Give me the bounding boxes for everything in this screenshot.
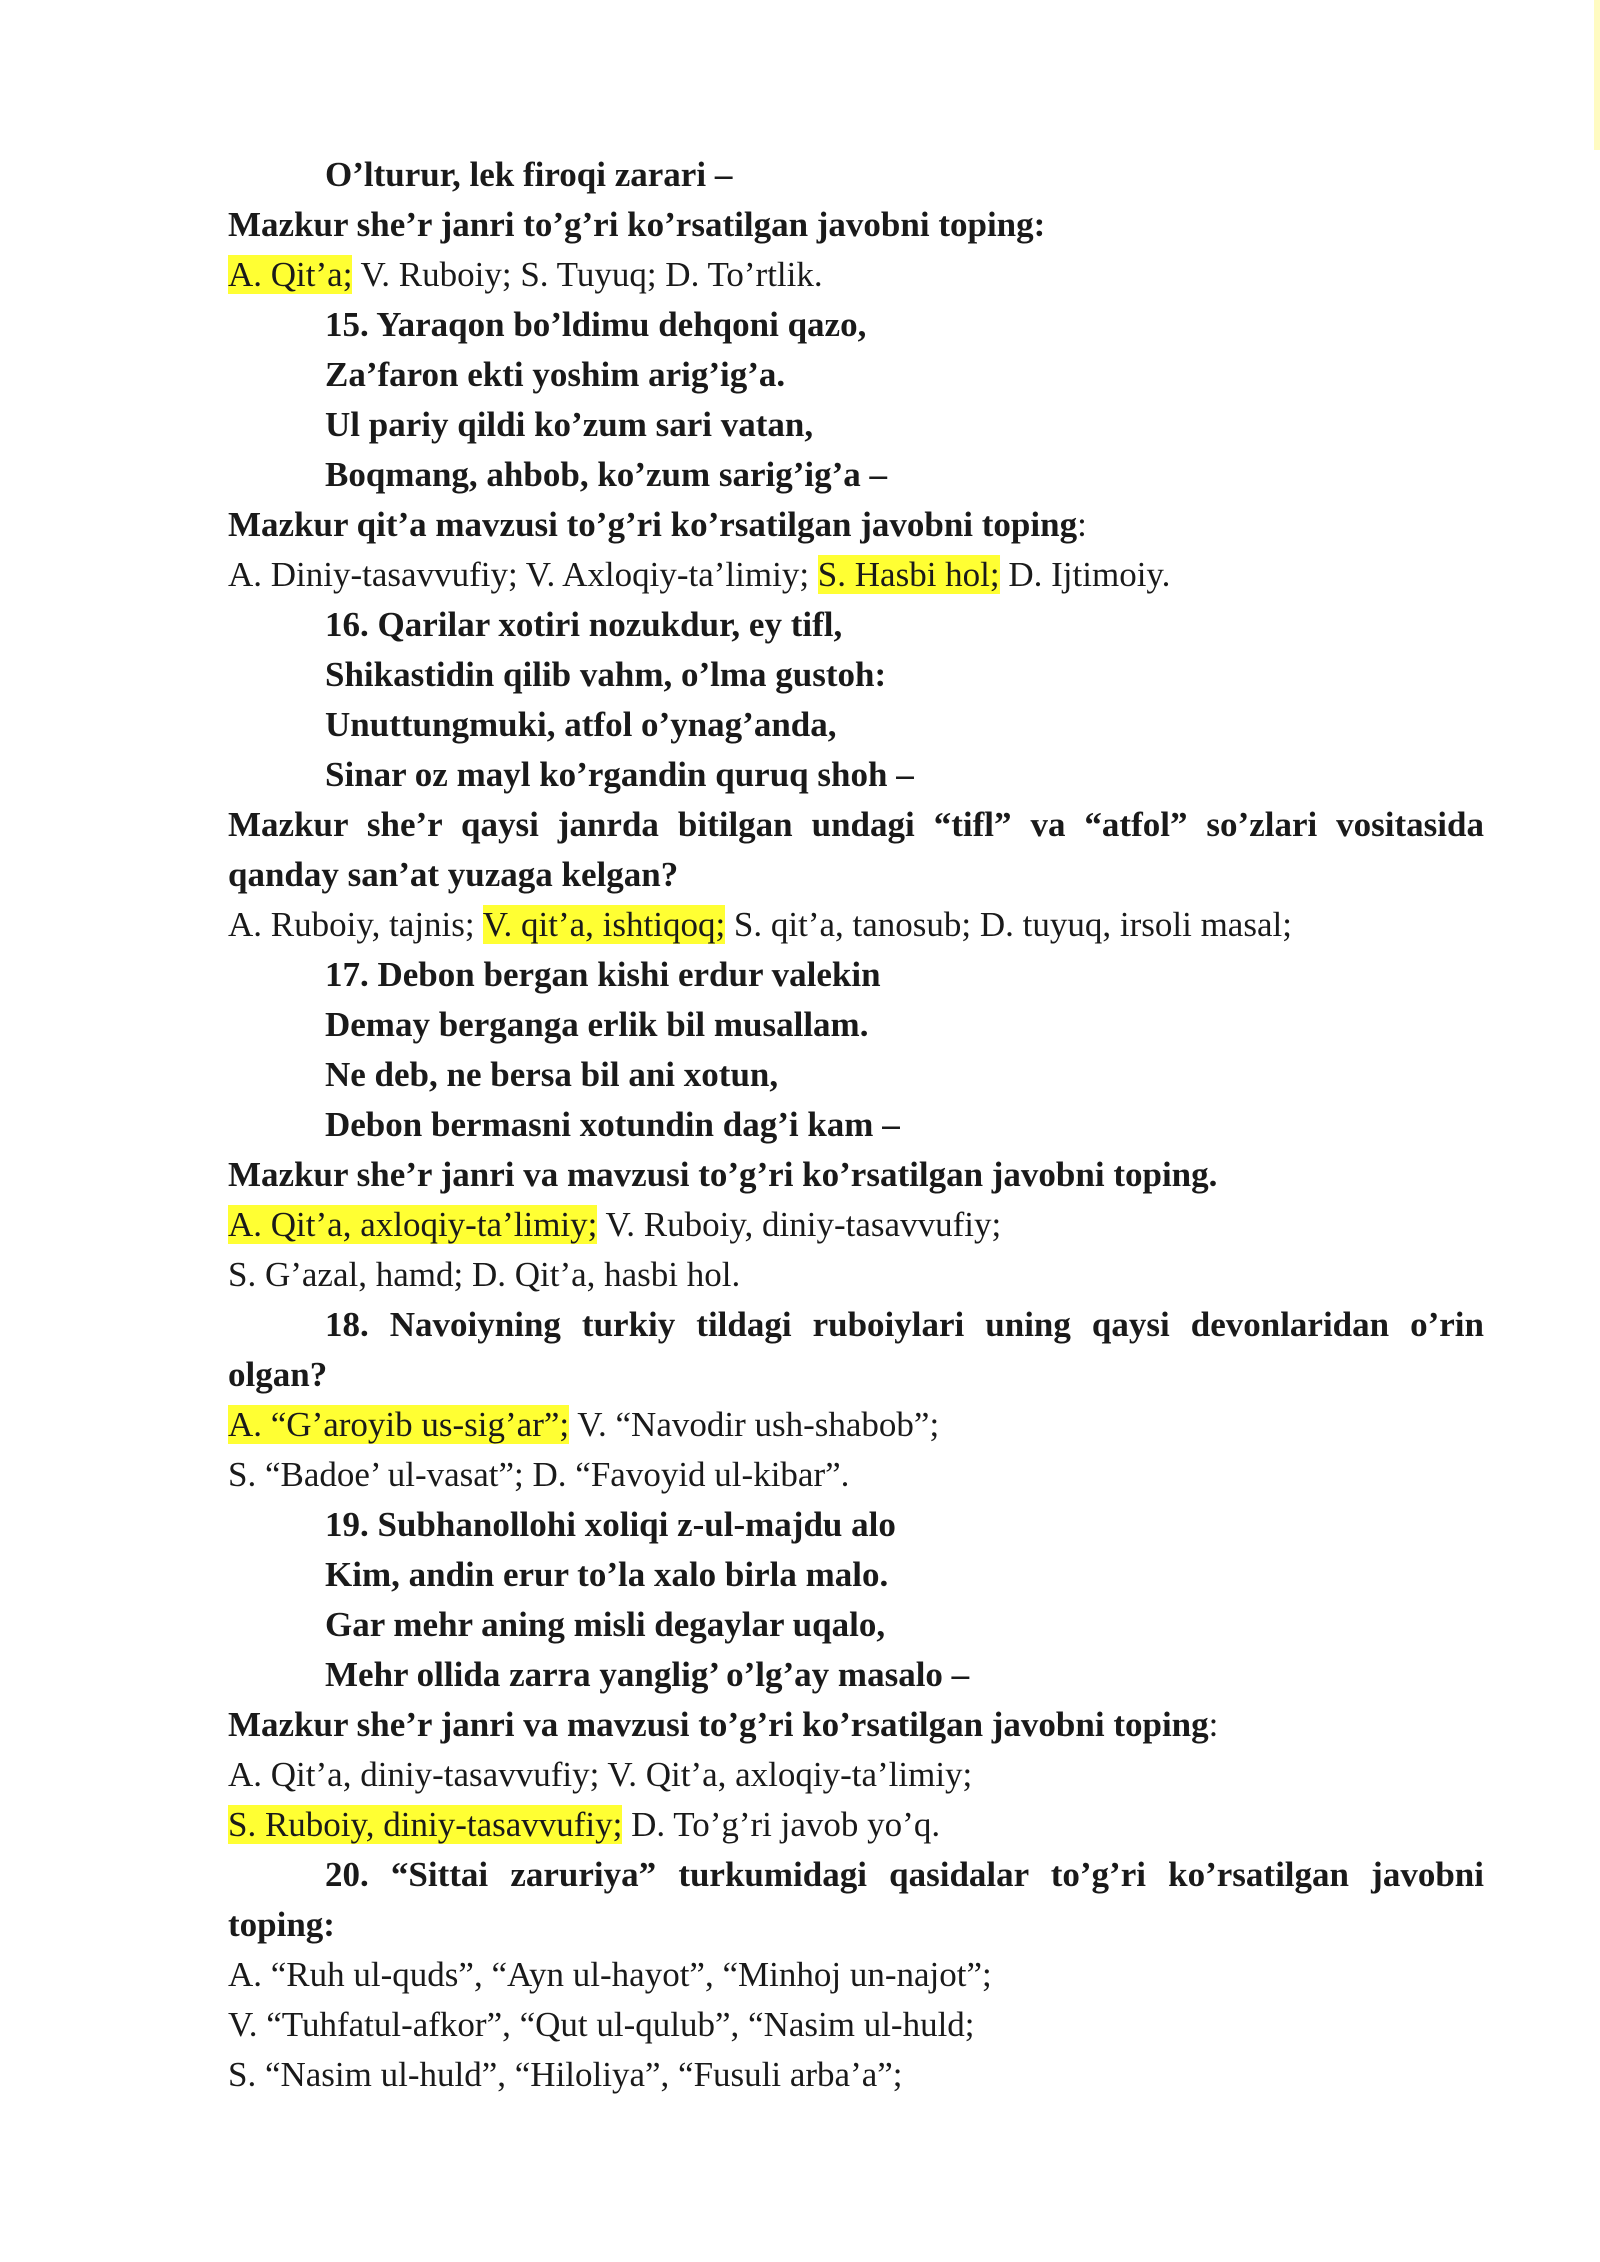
text-line: [228, 200, 1484, 250]
text-run: Unuttungmuki, atfol o’ynag’anda,: [325, 705, 837, 744]
text-line: [228, 650, 1484, 700]
text-run: Mazkur she’r janri to’g’ri ko’rsatilgan javobni toping:: [228, 205, 1046, 244]
text-run: Mazkur qit’a mavzusi to’g’ri ko’rsatilgan javobni toping: [228, 505, 1078, 544]
text-run: V. “Tuhfatul-afkor”, “Qut ul-qulub”, “Nasim ul-huld;: [228, 2005, 975, 2044]
text-line: [228, 1000, 1484, 1050]
text-line: [228, 150, 1484, 200]
text-line: [228, 1250, 1484, 1300]
text-line: [228, 550, 1484, 600]
text-line: [228, 250, 1484, 300]
text-line: [228, 1850, 1484, 1900]
document-page: [228, 150, 1484, 2100]
text-run: 17. Debon bergan kishi erdur valekin: [325, 955, 881, 994]
highlighted-answer: S. Hasbi hol;: [817, 555, 1000, 594]
text-run: V. “Navodir ush-shabob”;: [569, 1405, 940, 1444]
text-line: [228, 1950, 1484, 2000]
text-run: S. “Nasim ul-huld”, “Hiloliya”, “Fusuli arba’a”;: [228, 2055, 903, 2094]
text-run: Ul pariy qildi ko’zum sari vatan,: [325, 405, 814, 444]
text-line: [228, 800, 1484, 850]
text-run: Demay berganga erlik bil musallam.: [325, 1005, 869, 1044]
highlighted-answer: S. Ruboiy, diniy-tasavvufiy;: [228, 1805, 623, 1844]
text-run: 18. Navoiyning turkiy tildagi ruboiylari uning qaysi devonlaridan o’rin: [325, 1305, 1484, 1344]
text-run: Gar mehr aning misli degaylar uqalo,: [325, 1605, 886, 1644]
text-line: [228, 1050, 1484, 1100]
text-line: [228, 1200, 1484, 1250]
text-line: [228, 600, 1484, 650]
text-run: olgan?: [228, 1355, 328, 1394]
highlighted-answer: V. qit’a, ishtiqoq;: [482, 905, 726, 944]
text-line: [228, 1150, 1484, 1200]
text-line: [228, 300, 1484, 350]
text-line: [228, 2000, 1484, 2050]
text-run: 20. “Sittai zaruriya” turkumidagi qasidalar to’g’ri ko’rsatilgan javobni: [325, 1855, 1484, 1894]
text-run: D. To’g’ri javob yo’q.: [622, 1805, 941, 1844]
text-run: Kim, andin erur to’la xalo birla malo.: [325, 1555, 889, 1594]
text-line: [228, 1300, 1484, 1350]
text-run: Mazkur she’r janri va mavzusi to’g’ri ko’rsatilgan javobni toping.: [228, 1155, 1218, 1194]
text-line: [228, 700, 1484, 750]
text-line: [228, 1350, 1484, 1400]
text-run: A. “Ruh ul-quds”, “Ayn ul-hayot”, “Minhoj un-najot”;: [228, 1955, 992, 1994]
text-line: [228, 1900, 1484, 1950]
text-line: [228, 950, 1484, 1000]
text-run: 16. Qarilar xotiri nozukdur, ey tifl,: [325, 605, 843, 644]
text-line: [228, 1800, 1484, 1850]
text-run: Mazkur she’r janri va mavzusi to’g’ri ko’rsatilgan javobni toping: [228, 1705, 1209, 1744]
text-line: [228, 1550, 1484, 1600]
highlighted-answer: A. “G’aroyib us-sig’ar”;: [228, 1405, 570, 1444]
text-run: 15. Yaraqon bo’ldimu dehqoni qazo,: [325, 305, 867, 344]
text-run: Debon bermasni xotundin dag’i kam –: [325, 1105, 900, 1144]
text-run: :: [1208, 1705, 1219, 1744]
text-line: [228, 1750, 1484, 1800]
text-run: A. Qit’a, diniy-tasavvufiy; V. Qit’a, axloqiy-ta’limiy;: [228, 1755, 973, 1794]
highlighted-answer: A. Qit’a, axloqiy-ta’limiy;: [228, 1205, 598, 1244]
text-line: [228, 450, 1484, 500]
text-run: S. qit’a, tanosub; D. tuyuq, irsoli masal;: [725, 905, 1292, 944]
text-line: [228, 1450, 1484, 1500]
text-run: V. Ruboiy; S. Tuyuq; D. To’rtlik.: [352, 255, 823, 294]
text-run: D. Ijtimoiy.: [999, 555, 1171, 594]
text-run: :: [1077, 505, 1087, 544]
page-edge-highlight: [1594, 0, 1600, 150]
text-run: Sinar oz mayl ko’rgandin quruq shoh –: [325, 755, 914, 794]
text-line: [228, 1100, 1484, 1150]
text-line: [228, 1500, 1484, 1550]
text-line: [228, 1600, 1484, 1650]
text-run: Mehr ollida zarra yanglig’ o’lg’ay masalo –: [325, 1655, 970, 1694]
text-line: [228, 900, 1484, 950]
text-run: qanday san’at yuzaga kelgan?: [228, 855, 679, 894]
text-run: Za’faron ekti yoshim arig’ig’a.: [325, 355, 786, 394]
text-line: [228, 1700, 1484, 1750]
text-run: Ne deb, ne bersa bil ani xotun,: [325, 1055, 779, 1094]
text-line: [228, 350, 1484, 400]
text-run: Shikastidin qilib vahm, o’lma gustoh:: [325, 655, 887, 694]
text-run: 19. Subhanollohi xoliqi z-ul-majdu alo: [325, 1505, 896, 1544]
text-run: A. Diniy-tasavvufiy; V. Axloqiy-ta’limiy;: [228, 555, 818, 594]
text-line: [228, 500, 1484, 550]
text-run: S. “Badoe’ ul-vasat”; D. “Favoyid ul-kibar”.: [228, 1455, 850, 1494]
text-line: [228, 1650, 1484, 1700]
text-line: [228, 1400, 1484, 1450]
text-run: Boqmang, ahbob, ko’zum sarig’ig’a –: [325, 455, 888, 494]
text-line: [228, 750, 1484, 800]
text-line: [228, 2050, 1484, 2100]
text-run: S. G’azal, hamd; D. Qit’a, hasbi hol.: [228, 1255, 741, 1294]
text-run: A. Ruboiy, tajnis;: [228, 905, 483, 944]
text-run: toping:: [228, 1905, 335, 1944]
text-run: O’lturur, lek firoqi zarari –: [325, 155, 733, 194]
text-line: [228, 850, 1484, 900]
text-line: [228, 400, 1484, 450]
highlighted-answer: A. Qit’a;: [228, 255, 353, 294]
text-run: V. Ruboiy, diniy-tasavvufiy;: [597, 1205, 1002, 1244]
text-run: Mazkur she’r qaysi janrda bitilgan undagi “tifl” va “atfol” so’zlari vositasida: [228, 805, 1484, 844]
